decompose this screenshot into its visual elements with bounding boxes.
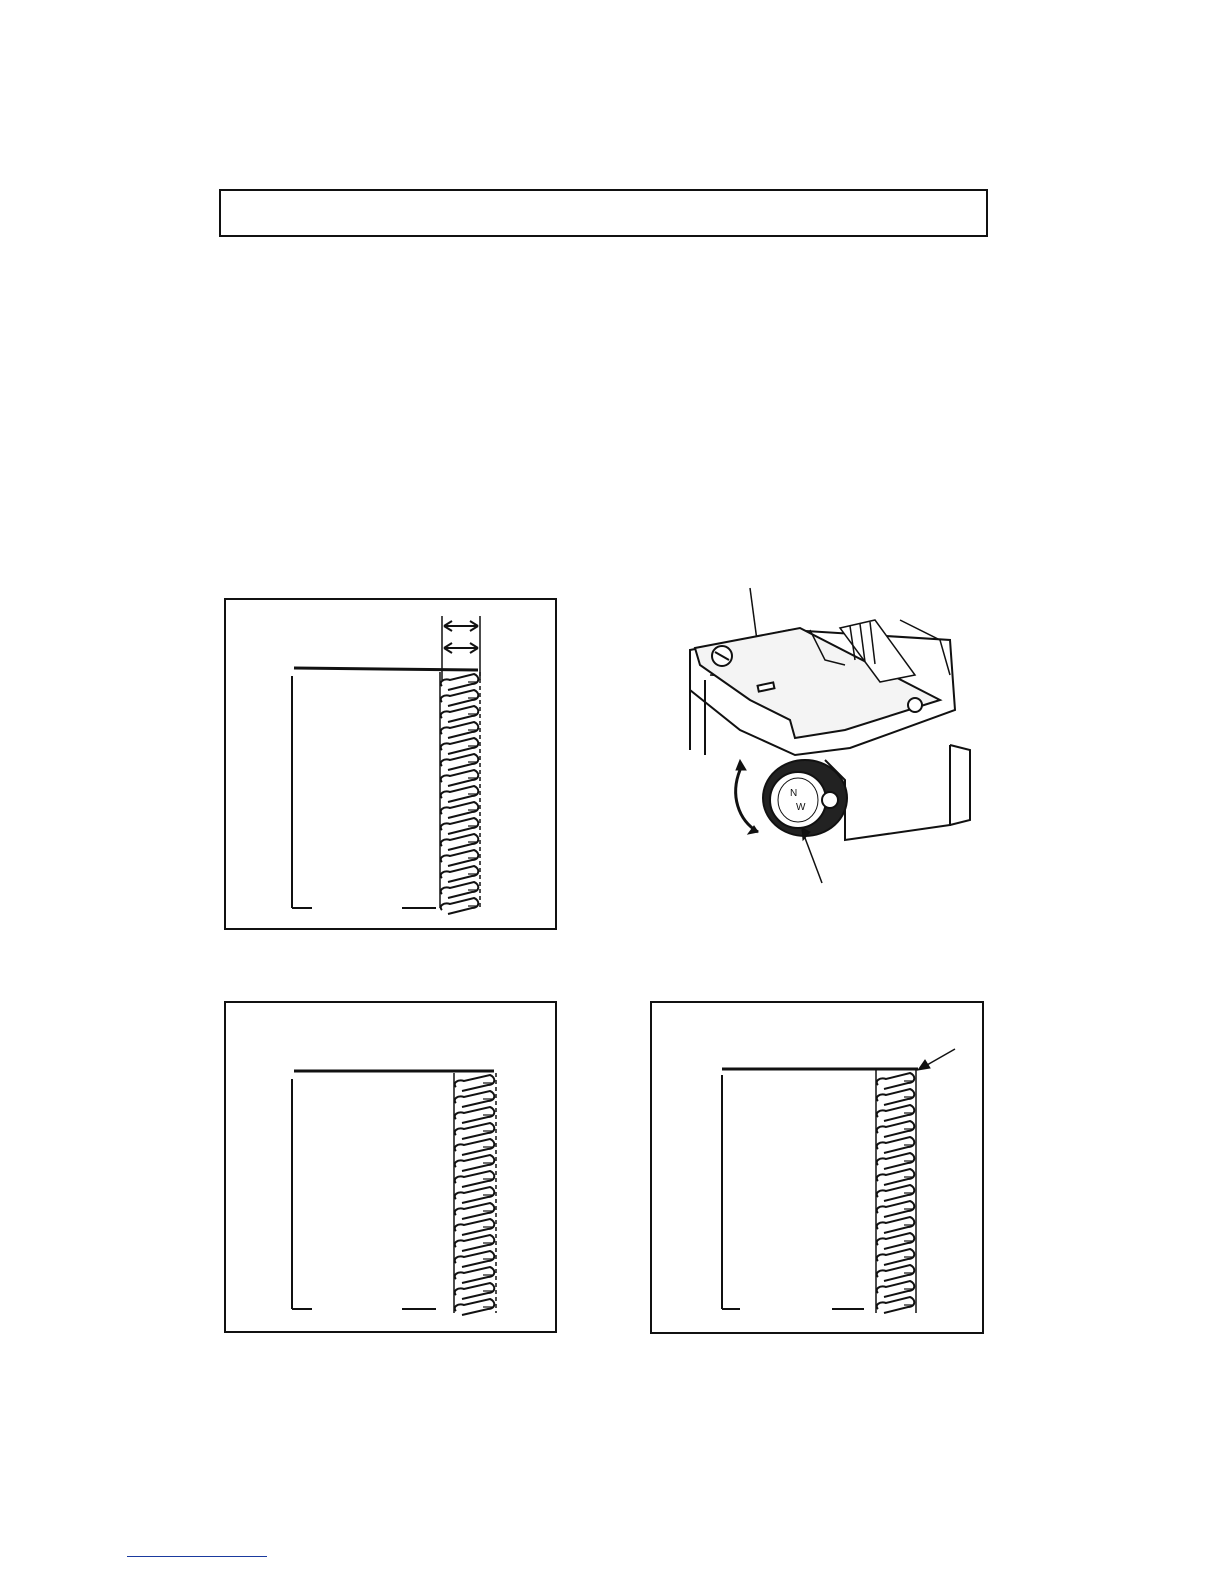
- stitch-narrow-illustration: [226, 1003, 555, 1331]
- overlock-stitches: [455, 1075, 495, 1315]
- section-title-box: [219, 189, 988, 237]
- rotation-arrow: [736, 770, 758, 832]
- figure-stitch-width: [224, 598, 557, 930]
- fabric-top-edge: [294, 668, 478, 670]
- overlock-stitches: [441, 674, 479, 914]
- figure-adjusting-dial: [650, 580, 980, 890]
- figure-stitch-narrow: [224, 1001, 557, 1333]
- footnote-rule: [127, 1556, 267, 1557]
- svg-text:W: W: [796, 802, 806, 813]
- overlock-stitches: [877, 1073, 915, 1313]
- svg-text:N: N: [790, 788, 798, 799]
- figure-stitch-pointer: [650, 1001, 984, 1334]
- needle-plate-illustration: [650, 580, 980, 890]
- stitch-width-illustration: [226, 600, 555, 928]
- stitch-pointer-illustration: [652, 1003, 982, 1332]
